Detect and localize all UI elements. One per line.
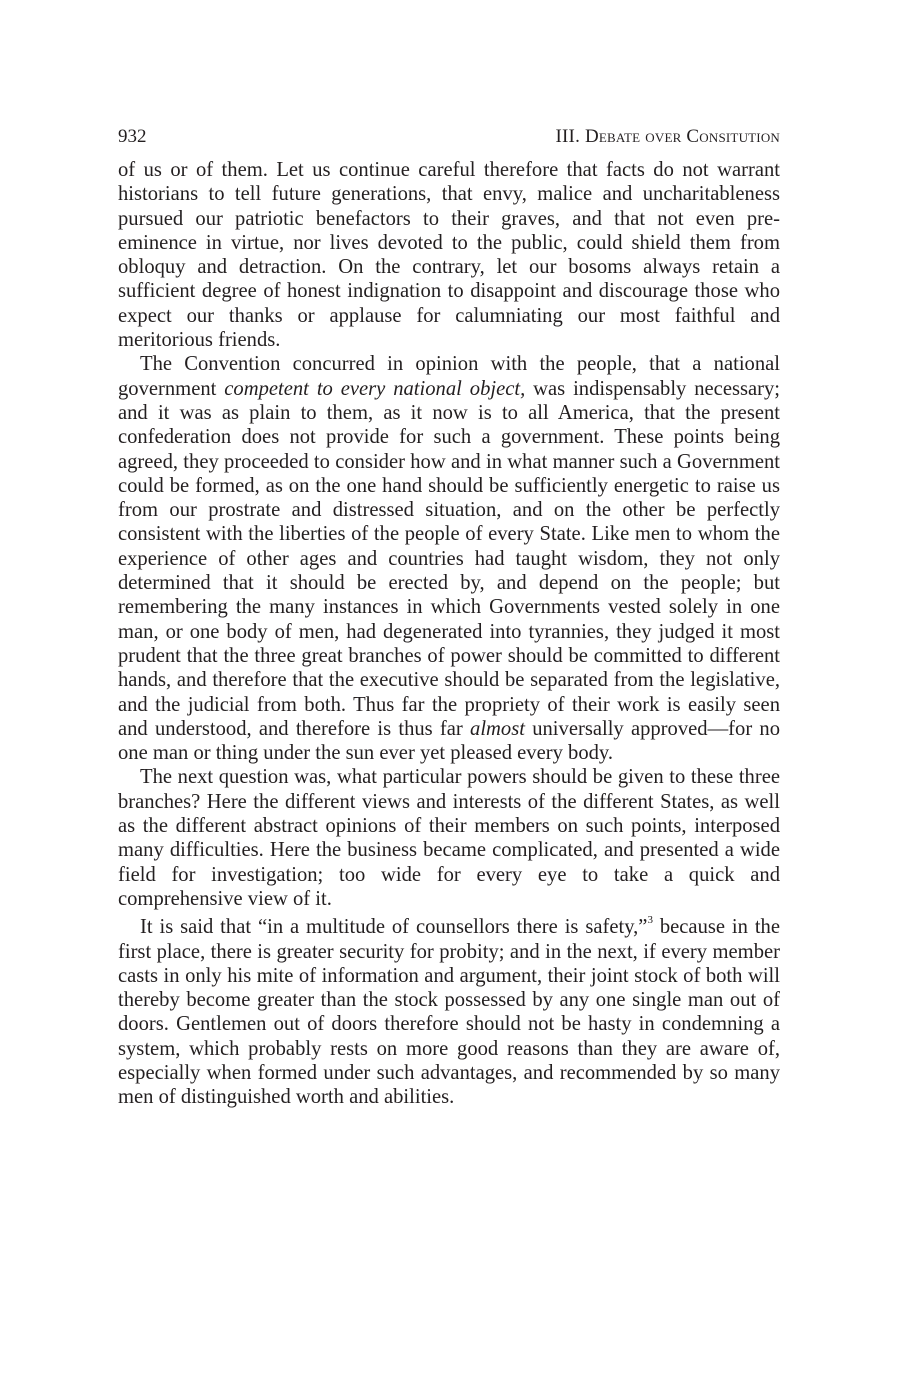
paragraph-text: was indispensably necessary; and it was as plain to them, as it now is to all America, that the present confederation does not provide for such a government. These points being agreed, they proceeded to consider how and in what manner such a Government could be formed, as on the one hand should be sufficiently energetic to raise us from our prostrate and distressed situation, and on the other be perfectly consistent with the liberties of the people of every State. Like men to whom the experience of other ages and countries had taught wisdom, they not only determined that it should be erected by, and depend on the people; but remembering the many instances in which Governments vested solely in one man, or one body of men, had degenerated into tyrannies, they judged it most prudent that the three great branches of power should be committed to different hands, and therefore that the executive should be separated from the legislative, and the judicial from both. Thus far the propriety of their work is easily seen and understood, and therefore is thus far — [118, 377, 781, 740]
paragraph-text: It is said that “in a multitude of counsellors there is safety,” — [140, 916, 648, 939]
book-page — [118, 118, 780, 1110]
running-title: III. Debate over Consitution — [555, 126, 780, 147]
italic-word: almost — [470, 717, 525, 740]
body-text — [118, 158, 780, 1110]
paragraph-text: The Convention concurred in opinion with the people, that a national government — [118, 353, 780, 400]
paragraph-text: universally approved—for no one man or thing under the sun ever yet pleased every body. — [118, 717, 781, 765]
paragraph-text: because in the first place, there is greater security for probity; and in the next, if every member casts in only his mite of information and argument, their joint stock of both will thereby become greater than the stock possessed by any one single man out of doors. Gentlemen out of doors therefore should not be hasty in condemning a system, which probably rests on more good reasons than they are aware of, especially when formed under such advantages, and recommended by so many men of distinguished worth and abilities. — [118, 916, 780, 1109]
page-number: 932 — [118, 126, 147, 147]
paragraph-continuation: of us or of them. Let us continue careful therefore that facts do not warrant historians to tell future generations, that envy, malice and uncharitableness pursued our patriotic benefactors to their graves, and that not even pre-eminence in virtue, nor lives devoted to the public, could shield them from obloquy and detraction. On the contrary, let our bosoms always retain a sufficient degree of honest indignation to disappoint and discourage those who expect our thanks or applause for calumniating our most faithful and meritorious friends. — [118, 159, 780, 352]
paragraph-convention — [118, 352, 780, 765]
paragraph-counsellors — [118, 915, 780, 1109]
footnote-marker[interactable]: 3 — [647, 914, 653, 927]
italic-phrase: competent to every national object, — [224, 377, 526, 400]
paragraph-next-question: The next question was, what particular powers should be given to these three branches? Here the different views and interests of the different States, as well as the different abstract opinions of their members on such points, interposed many difficulties. Here the business became complicated, and presented a wide field for investigation; too wide for every eye to take a quick and comprehensive view of it. — [118, 766, 780, 910]
running-head — [118, 118, 780, 158]
